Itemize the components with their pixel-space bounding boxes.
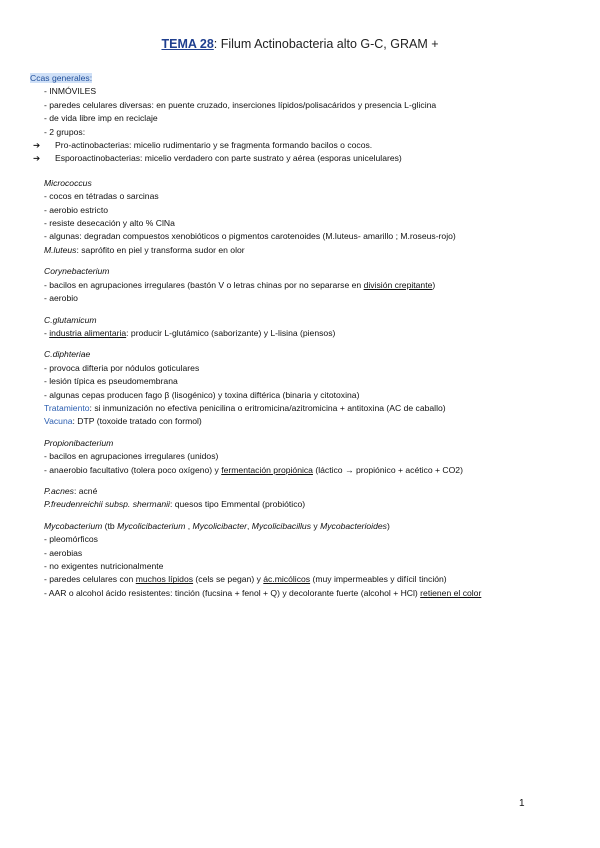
list-item: - INMÓVILES bbox=[44, 86, 97, 97]
vaccine-text: : DTP (toxoide tratado con formol) bbox=[72, 416, 202, 427]
species-name: P.freudenreichii subsp. shermanii bbox=[44, 499, 170, 510]
section-diphteriae: C.diphteriae bbox=[44, 349, 91, 360]
list-item bbox=[30, 587, 575, 600]
group-item bbox=[30, 152, 575, 165]
title-number: TEMA 28 bbox=[161, 37, 214, 51]
arrow-icon: ➔ bbox=[33, 140, 41, 151]
species-text: : saprófito en piel y transforma sudor en olor bbox=[76, 244, 245, 255]
text: ) bbox=[386, 520, 390, 531]
list-item bbox=[30, 573, 575, 586]
luteus-line bbox=[30, 244, 575, 257]
list-item: - bacilos en agrupaciones irregulares (unidos) bbox=[44, 451, 219, 462]
underlined-term: retienen el color bbox=[420, 587, 482, 598]
text: (tb bbox=[102, 520, 118, 531]
genus-name: Mycolicibacillus bbox=[251, 520, 311, 531]
text: y bbox=[311, 520, 321, 531]
section-propionibacterium: Propionibacterium bbox=[44, 437, 114, 448]
list-item: - aerobio estricto bbox=[44, 204, 109, 215]
page-title bbox=[0, 37, 600, 51]
genus-name: Mycolicibacter bbox=[192, 520, 247, 531]
text: (láctico → propiónico + acético + CO2) bbox=[312, 464, 463, 475]
list-item: - cocos en tétradas o sarcinas bbox=[44, 191, 159, 202]
list-item bbox=[30, 279, 575, 292]
text: (cels se pegan) y bbox=[193, 574, 264, 585]
list-item: - resiste desecación y alto % ClNa bbox=[44, 218, 175, 229]
treatment-label: Tratamiento bbox=[44, 402, 90, 413]
document-body bbox=[30, 72, 575, 600]
text: - bbox=[44, 327, 50, 338]
genus-name: Mycobacterioides bbox=[320, 520, 387, 531]
text: , bbox=[247, 520, 252, 531]
pfreud-line bbox=[30, 498, 575, 511]
treatment-line bbox=[30, 402, 575, 415]
list-item: - paredes celulares diversas: en puente cruzado, inserciones lípidos/polisacáridos y presencia L-glicina bbox=[44, 99, 437, 110]
pacnes-line bbox=[30, 485, 575, 498]
text: - paredes celulares con bbox=[44, 574, 136, 585]
general-heading: Ccas generales: bbox=[30, 73, 93, 83]
list-item: - algunas: degradan compuestos xenobióticos o pigmentos carotenoides (M.luteus- amarillo ; M.roseus-rojo) bbox=[44, 231, 456, 242]
list-item: - pleomórficos bbox=[44, 534, 98, 545]
text: , bbox=[185, 520, 193, 531]
text: : producir L-glutámico (saborizante) y L-lisina (piensos) bbox=[126, 327, 336, 338]
species-text: : quesos tipo Emmental (probiótico) bbox=[169, 499, 306, 510]
list-item: - provoca difteria por nódulos goticulares bbox=[44, 362, 200, 373]
text: - bacilos en agrupaciones irregulares (bastón V o letras chinas por no separarse en bbox=[44, 279, 364, 290]
group-text: Esporoactinobacterias: micelio verdadero con parte sustrato y aérea (esporas unicelulares) bbox=[55, 153, 402, 164]
list-item: - algunas cepas producen fago β (lisogénico) y toxina diftérica (binaria y citotoxina) bbox=[44, 389, 360, 400]
underlined-term: industria alimentaria bbox=[49, 327, 127, 338]
underlined-term: muchos lípidos bbox=[135, 574, 194, 585]
species-name: M.luteus bbox=[44, 244, 77, 255]
genus-name: Mycolicibacterium bbox=[117, 520, 186, 531]
group-text: Pro-actinobacterias: micelio rudimentario y se fragmenta formando bacilos o cocos. bbox=[55, 140, 373, 151]
list-item: - no exigentes nutricionalmente bbox=[44, 561, 164, 571]
list-item: - aerobias bbox=[44, 547, 83, 558]
vaccine-label: Vacuna bbox=[44, 416, 73, 427]
list-item: - 2 grupos: bbox=[44, 126, 86, 137]
arrow-icon: ➔ bbox=[33, 153, 41, 164]
section-glutamicum: C.glutamicum bbox=[44, 314, 97, 325]
underlined-term: fermentación propiónica bbox=[221, 464, 313, 475]
underlined-term: división crepitante bbox=[363, 279, 433, 290]
underlined-term: ác.micólicos bbox=[263, 574, 311, 585]
page-number: 1 bbox=[519, 798, 525, 809]
text: ) bbox=[432, 279, 436, 290]
text: (muy impermeables y difícil tinción) bbox=[310, 574, 447, 585]
list-item: - lesión típica es pseudomembrana bbox=[44, 376, 178, 387]
section-corynebacterium: Corynebacterium bbox=[44, 266, 110, 277]
species-name: P.acnes bbox=[44, 485, 74, 496]
general-heading-line bbox=[30, 72, 575, 85]
list-item bbox=[30, 464, 575, 477]
group-item bbox=[30, 139, 575, 152]
title-text: : Filum Actinobacteria alto G-C, GRAM + bbox=[213, 37, 439, 51]
list-item: - de vida libre imp en reciclaje bbox=[44, 113, 158, 124]
genus-name: Mycobacterium bbox=[44, 520, 103, 531]
section-mycobacterium bbox=[30, 520, 575, 533]
list-item: - aerobio bbox=[44, 293, 78, 304]
treatment-text: : si inmunización no efectiva penicilina o eritromicina/azitromicina + antitoxina (AC de caballo) bbox=[89, 402, 446, 413]
list-item bbox=[30, 327, 575, 340]
text: - AAR o alcohol ácido resistentes: tinción (fucsina + fenol + Q) y decolorante fuerte (alcohol + HCl) bbox=[44, 587, 421, 598]
text: - anaerobio facultativo (tolera poco oxígeno) y bbox=[44, 464, 222, 475]
vaccine-line bbox=[30, 415, 575, 428]
section-micrococcus: Micrococcus bbox=[44, 177, 92, 188]
species-text: : acné bbox=[73, 485, 98, 496]
